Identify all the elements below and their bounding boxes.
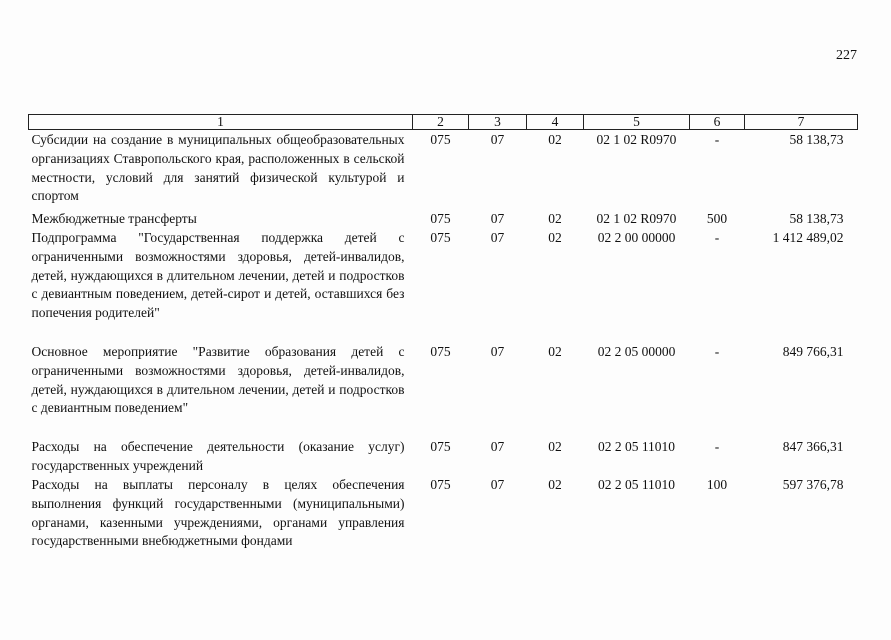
table-row — [29, 476, 858, 551]
row-amount: 1 412 489,02 — [772, 229, 844, 245]
row-amount: 58 138,73 — [789, 211, 844, 227]
row-ministry: 075 — [430, 211, 451, 227]
row-target-item: 02 2 05 11010 — [597, 476, 676, 492]
row-amount: 597 376,78 — [782, 476, 844, 492]
row-name: Расходы на обеспечение деятельности (оказание услуг) государственных учреждений — [31, 438, 405, 473]
page-number: 227 — [836, 48, 857, 63]
row-section: 07 — [490, 343, 505, 359]
header-col-4: 4 — [527, 115, 584, 130]
row-ministry: 075 — [430, 132, 451, 147]
header-col-5: 5 — [584, 115, 690, 130]
row-expense-type: - — [714, 229, 720, 245]
budget-table — [28, 114, 858, 551]
row-amount: 58 138,73 — [789, 132, 844, 147]
table-row — [29, 206, 858, 229]
row-expense-type: - — [714, 438, 720, 454]
row-amount: 847 366,31 — [782, 438, 844, 454]
header-col-7: 7 — [745, 115, 858, 130]
header-col-3: 3 — [469, 115, 527, 130]
row-name: Межбюджетные трансферты — [31, 211, 197, 227]
row-subsection: 02 — [548, 438, 562, 454]
row-ministry: 075 — [430, 229, 451, 245]
table-header-row — [29, 115, 858, 130]
row-subsection: 02 — [548, 229, 562, 245]
row-section: 07 — [490, 211, 505, 227]
row-section: 07 — [490, 476, 505, 492]
row-section: 07 — [490, 132, 505, 147]
row-name: Подпрограмма "Государственная поддержка детей с ограниченными возможностями здоровья, детей-инвалидов, детей, нуждающихся в длительном лечении, детей и подростков с девиантным поведением, детей-сирот и детей, оставшихся без попечения родителей" — [31, 229, 405, 321]
row-section: 07 — [490, 229, 505, 245]
table-row — [29, 438, 858, 476]
row-name: Субсидии на создание в муниципальных общеобразовательных организациях Ставропольского края, расположенных в сельской местности, условий для занятий физической культурой и спортом — [31, 132, 405, 204]
row-target-item: 02 2 00 00000 — [597, 229, 676, 245]
row-expense-type: - — [714, 132, 720, 147]
table-row — [29, 343, 858, 438]
header-col-6: 6 — [690, 115, 745, 130]
row-target-item: 02 1 02 R0970 — [596, 211, 677, 227]
row-target-item: 02 2 05 00000 — [597, 343, 676, 359]
row-subsection: 02 — [548, 211, 562, 227]
row-expense-type: 500 — [706, 211, 728, 227]
row-name: Основное мероприятие "Развитие образования детей с ограниченными возможностями здоровья, детей-инвалидов, детей, нуждающихся в длительном лечении, детей и подростков с девиантным поведением" — [31, 343, 405, 416]
row-name: Расходы на выплаты персоналу в целях обеспечения выполнения функций государственными (муниципальными) органами, казенными учреждениями, органами управления государственными внебюджетными фондами — [31, 476, 405, 549]
row-subsection: 02 — [548, 476, 562, 492]
row-ministry: 075 — [430, 476, 451, 492]
header-col-2: 2 — [413, 115, 469, 130]
row-section: 07 — [490, 438, 505, 454]
row-target-item: 02 2 05 11010 — [597, 438, 676, 454]
table-row — [29, 130, 858, 207]
row-ministry: 075 — [430, 438, 451, 454]
row-subsection: 02 — [548, 343, 562, 359]
table-row — [29, 229, 858, 343]
row-expense-type: - — [714, 343, 720, 359]
row-subsection: 02 — [548, 132, 562, 147]
row-target-item: 02 1 02 R0970 — [596, 132, 677, 147]
header-col-1: 1 — [29, 115, 413, 130]
row-expense-type: 100 — [706, 476, 728, 492]
row-ministry: 075 — [430, 343, 451, 359]
row-amount: 849 766,31 — [782, 343, 844, 359]
